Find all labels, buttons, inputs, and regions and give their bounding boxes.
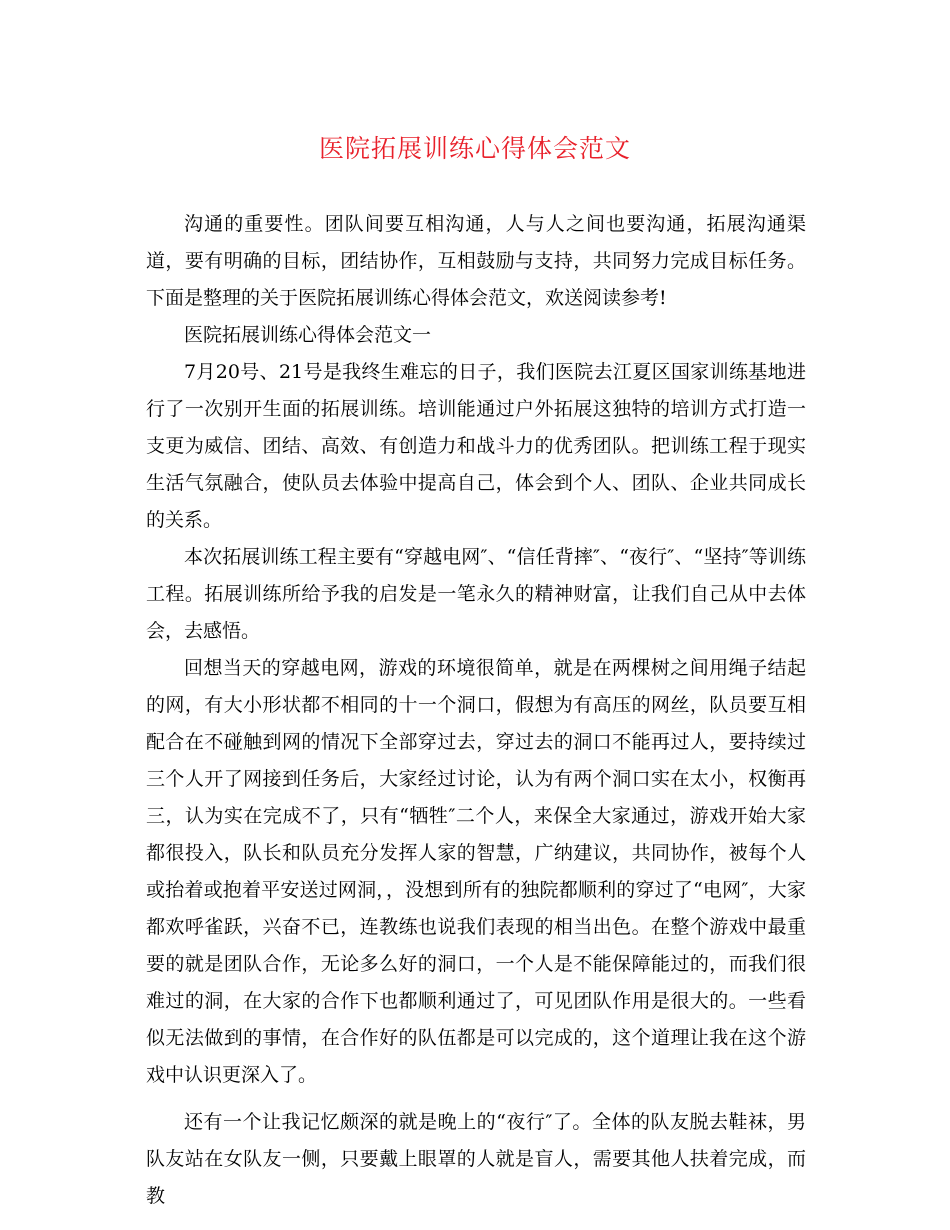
body-paragraph: 本次拓展训练工程主要有“穿越电网″、“信任背摔″、“夜行″、“坚持″等训练工程。拓展训练所给予我的启发是一笔永久的精神财富，让我们自己从中去体会，去感悟。 [146, 546, 806, 642]
document-body [146, 206, 806, 1215]
document-title: 医院拓展训练心得体会范文 [318, 134, 631, 163]
body-paragraph: 还有一个让我记忆颇深的就是晚上的“夜行″了。全体的队友脱去鞋袜，男队友站在女队友一侧，只要戴上眼罩的人就是盲人，需要其他人扶着完成，而教 [146, 1111, 806, 1207]
section-heading: 医院拓展训练心得体会范文一 [184, 324, 432, 346]
body-paragraph: 7月20号、21号是我终生难忘的日子，我们医院去江夏区国家训练基地进行了一次别开生面的拓展训练。培训能通过户外拓展这独特的培训方式打造一支更为威信、团结、高效、有创造力和战斗力的优秀团队。把训练工程于现实生活气氛融合，使队员去体验中提高自己，体会到个人、团队、企业共同成长的关系。 [146, 361, 806, 531]
body-paragraph: 回想当天的穿越电网，游戏的环境很简单，就是在两棵树之间用绳子结起的网，有大小形状都不相同的十一个洞口，假想为有高压的网丝，队员要互相配合在不碰触到网的情况下全部穿过去，穿过去的洞口不能再过人，要持续过三个人开了网接到任务后，大家经过讨论，认为有两个洞口实在太小，权衡再三，认为实在完成不了，只有“牺牲″二个人，来保全大家通过，游戏开始大家都很投入，队长和队员充分发挥人家的智慧，广纳建议，共同协作，被每个人或抬着或抱着平安送过网洞，，没想到所有的独院都顺利的穿过了“电网″，大家都欢呼雀跃，兴奋不已，连教练也说我们表现的相当出色。在整个游戏中最重要的就是团队合作，无论多么好的洞口，一个人是不能保障能过的，而我们很难过的洞，在大家的合作下也都顺利通过了，可见团队作用是很大的。一些看似无法做到的事情，在合作好的队伍都是可以完成的，这个道理让我在这个游戏中认识更深入了。 [146, 657, 806, 1086]
intro-paragraph: 沟通的重要性。团队间要互相沟通，人与人之间也要沟通，拓展沟通渠道，要有明确的目标，团结协作，互相鼓励与支持，共同努力完成目标任务。下面是整理的关于医院拓展训练心得体会范文，欢送阅读参考! [146, 213, 806, 309]
